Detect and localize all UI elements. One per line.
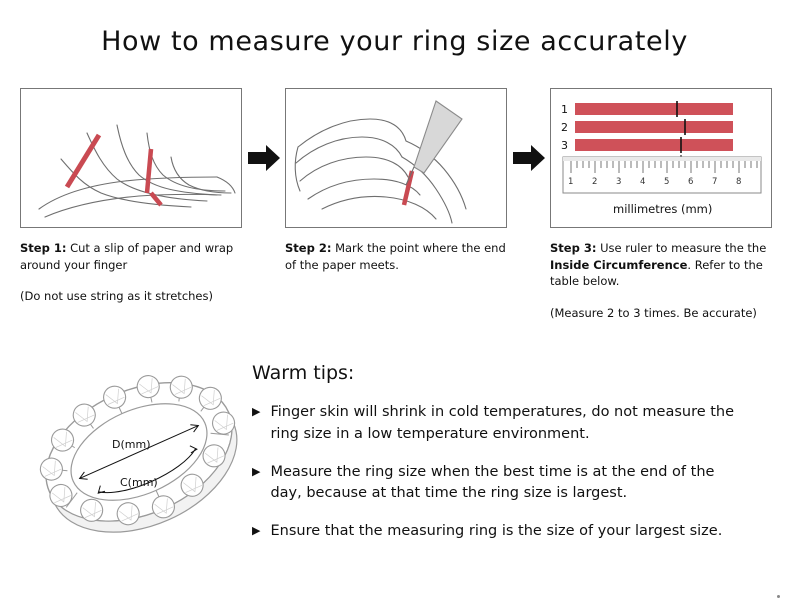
svg-text:2: 2 [561, 121, 568, 134]
ruler-measuring-paper-strips-icon [551, 89, 771, 227]
corner-mark [777, 595, 780, 598]
tip-2-text: Measure the ring size when the best time is at the end of the day, because at that time the ring size is largest. [270, 463, 715, 502]
svg-text:6: 6 [688, 177, 694, 187]
hand-with-paper-slip-icon [21, 89, 241, 227]
warm-tips-title: Warm tips: [252, 362, 355, 384]
svg-text:3: 3 [561, 139, 568, 152]
ring-diameter-label: D(mm) [112, 438, 151, 451]
step-3-illustration [550, 88, 772, 228]
svg-text:5: 5 [664, 177, 670, 187]
tip-1-text: Finger skin will shrink in cold temperatures, do not measure the ring size in a low temperature environment. [270, 404, 735, 442]
warm-tips-section [252, 362, 772, 559]
page-title: How to measure your ring size accurately [101, 26, 688, 57]
step-3-label: Step 3: [550, 241, 597, 255]
arrow-2-to-3 [512, 88, 546, 228]
triangle-bullet-icon: ▶ [252, 464, 261, 478]
step-1-illustration [20, 88, 242, 228]
step-3-caption [550, 240, 772, 290]
step-2-text: Mark the point where the end of the paper meets. [285, 241, 506, 272]
tip-item-3 [252, 521, 772, 543]
arrow-1-to-2 [247, 88, 281, 228]
svg-text:2: 2 [592, 177, 598, 187]
step-3-text: Use ruler to measure the the [596, 241, 767, 255]
tip-item-1 [252, 402, 772, 446]
triangle-bullet-icon: ▶ [252, 524, 261, 537]
step-1 [20, 88, 242, 303]
triangle-bullet-icon: ▶ [252, 405, 261, 418]
ring-circumference-label: C(mm) [120, 476, 158, 489]
svg-text:8: 8 [736, 177, 742, 187]
ring-diagram [28, 352, 250, 552]
step-1-note: (Do not use string as it stretches) [20, 289, 213, 304]
svg-text:1: 1 [561, 103, 568, 116]
step-1-label: Step 1: [20, 241, 67, 255]
steps-row [20, 88, 772, 320]
svg-text:4: 4 [640, 177, 646, 187]
step-3-note: (Measure 2 to 3 times. Be accurate) [550, 306, 757, 321]
hand-marking-paper-icon [286, 89, 506, 227]
svg-text:3: 3 [616, 177, 622, 187]
step-1-text: Cut a slip of paper and wrap around your finger [20, 241, 234, 272]
tip-3-text: Ensure that the measuring ring is the size of your largest size. [270, 523, 723, 539]
step-3-text2: . Refer to the table below. [550, 257, 763, 289]
tip-item-2 [252, 462, 772, 506]
step-2-caption [285, 240, 507, 273]
step-3-strong: Inside Circumference [550, 257, 688, 272]
step-1-caption [20, 240, 242, 273]
step-2 [285, 88, 507, 289]
svg-text:1: 1 [568, 177, 574, 187]
svg-text:7: 7 [712, 177, 718, 187]
step-2-label: Step 2: [285, 241, 332, 255]
step-3 [550, 88, 772, 320]
step-2-illustration [285, 88, 507, 228]
ruler-unit-caption: millimetres (mm) [613, 202, 713, 216]
eternity-ring-icon [28, 352, 250, 552]
